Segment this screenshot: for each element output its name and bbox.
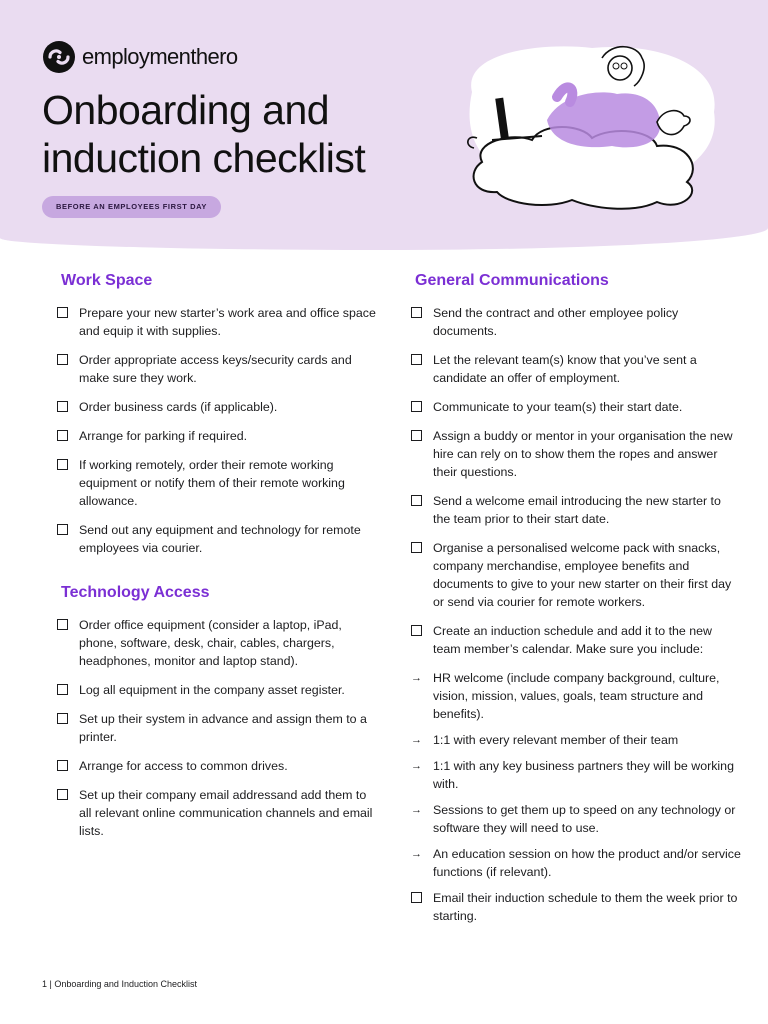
checklist-item[interactable] — [57, 427, 377, 445]
employment-hero-logo-icon — [42, 40, 76, 74]
checkbox[interactable] — [57, 307, 68, 318]
checkbox[interactable] — [57, 789, 68, 800]
checkbox[interactable] — [57, 713, 68, 724]
page-title — [42, 86, 365, 182]
checkbox[interactable] — [411, 307, 422, 318]
checkbox[interactable] — [57, 401, 68, 412]
item-text: Email their induction schedule to them the week prior to starting. — [433, 891, 738, 923]
checkbox[interactable] — [57, 524, 68, 535]
checkbox[interactable] — [411, 892, 422, 903]
item-text: Arrange for parking if required. — [79, 429, 248, 443]
item-text: Order office equipment (consider a laptop, iPad, phone, software, desk, chair, cables, chargers, headphones, monitor and laptop stand). — [79, 618, 342, 668]
checkbox[interactable] — [411, 430, 422, 441]
item-text: Organise a personalised welcome pack with snacks, company merchandise, employee benefits and documents to give to your new starter on their first day or send via courier for remote workers. — [433, 541, 732, 609]
checklist-item[interactable] — [57, 616, 377, 670]
title-line-1: Onboarding and — [42, 87, 330, 133]
checkbox[interactable] — [57, 619, 68, 630]
work-space-list — [57, 304, 377, 557]
checklist-item[interactable] — [411, 304, 741, 340]
checklist-item[interactable] — [411, 398, 741, 416]
checklist-item[interactable] — [57, 710, 377, 746]
checklist-item[interactable] — [411, 889, 741, 925]
sub-list-item — [411, 757, 741, 793]
checkbox[interactable] — [57, 459, 68, 470]
checklist-item[interactable] — [57, 757, 377, 775]
brand-logo[interactable] — [42, 40, 237, 74]
title-line-2: induction checklist — [42, 135, 366, 181]
arrow-right-icon: → — [411, 848, 422, 860]
checkbox[interactable] — [57, 684, 68, 695]
item-text: Arrange for access to common drives. — [79, 759, 288, 773]
arrow-right-icon: → — [411, 672, 422, 684]
checklist-item[interactable] — [57, 351, 377, 387]
checklist-item[interactable] — [57, 456, 377, 510]
item-text: Send the contract and other employee policy documents. — [433, 306, 679, 338]
checklist-item[interactable] — [57, 398, 377, 416]
arrow-right-icon: → — [411, 760, 422, 772]
sub-list-item — [411, 845, 741, 881]
checkbox[interactable] — [57, 760, 68, 771]
checklist-item[interactable] — [411, 622, 741, 658]
general-communications-list — [411, 304, 741, 925]
checkbox[interactable] — [411, 495, 422, 506]
sub-list-item — [411, 801, 741, 837]
technology-access-heading: Technology Access — [61, 584, 210, 601]
checklist-item[interactable] — [411, 351, 741, 387]
technology-access-list — [57, 616, 377, 840]
checklist-item[interactable] — [411, 427, 741, 481]
checkbox[interactable] — [411, 401, 422, 412]
item-text: Assign a buddy or mentor in your organisation the new hire can rely on to show them the ropes and answer their questions. — [433, 429, 733, 479]
item-text: Set up their system in advance and assign them to a printer. — [79, 712, 367, 744]
checklist-item[interactable] — [57, 521, 377, 557]
stage-badge: BEFORE AN EMPLOYEES FIRST DAY — [42, 196, 221, 218]
right-column — [411, 270, 741, 936]
checkbox[interactable] — [411, 625, 422, 636]
item-text: Communicate to your team(s) their start date. — [433, 400, 683, 414]
checkbox[interactable] — [57, 354, 68, 365]
left-column — [57, 270, 377, 851]
item-text: HR welcome (include company background, culture, vision, mission, values, goals, team structure and benefits). — [433, 671, 720, 721]
checklist-item[interactable] — [57, 681, 377, 699]
item-text: 1:1 with every relevant member of their team — [433, 733, 679, 747]
checkbox[interactable] — [411, 542, 422, 553]
item-text: Let the relevant team(s) know that you’ve sent a candidate an offer of employment. — [433, 353, 697, 385]
work-space-heading: Work Space — [61, 272, 153, 289]
arrow-right-icon: → — [411, 734, 422, 746]
checklist-item[interactable] — [57, 304, 377, 340]
item-text: If working remotely, order their remote working equipment or notify them of their remote working allowance. — [79, 458, 345, 508]
arrow-right-icon: → — [411, 804, 422, 816]
item-text: Set up their company email addressand add them to all relevant online communication channels and email lists. — [79, 788, 373, 838]
item-text: Log all equipment in the company asset register. — [79, 683, 345, 697]
person-on-cloud-illustration — [452, 42, 724, 212]
checklist-item[interactable] — [57, 786, 377, 840]
item-text: 1:1 with any key business partners they will be working with. — [433, 759, 734, 791]
checklist-item[interactable] — [411, 539, 741, 611]
item-text: Send out any equipment and technology for remote employees via courier. — [79, 523, 361, 555]
page-footer — [42, 979, 197, 989]
item-text: Sessions to get them up to speed on any technology or software they will need to use. — [433, 803, 736, 835]
general-communications-heading: General Communications — [415, 272, 609, 289]
footer-label: Onboarding and Induction Checklist — [54, 979, 197, 989]
item-text: Send a welcome email introducing the new starter to the team prior to their start date. — [433, 494, 721, 526]
item-text: An education session on how the product and/or service functions (if relevant). — [433, 847, 741, 879]
checklist-item[interactable] — [411, 492, 741, 528]
checkbox[interactable] — [57, 430, 68, 441]
sub-list-item — [411, 669, 741, 723]
footer-separator: | — [49, 979, 52, 989]
sub-list-item — [411, 731, 741, 749]
item-text: Prepare your new starter’s work area and office space and equip it with supplies. — [79, 306, 376, 338]
item-text: Order business cards (if applicable). — [79, 400, 278, 414]
item-text: Order appropriate access keys/security cards and make sure they work. — [79, 353, 352, 385]
item-text: Create an induction schedule and add it to the new team member’s calendar. Make sure you include: — [433, 624, 712, 656]
brand-name: employmenthero — [82, 44, 238, 69]
checkbox[interactable] — [411, 354, 422, 365]
page-number: 1 — [42, 979, 48, 989]
